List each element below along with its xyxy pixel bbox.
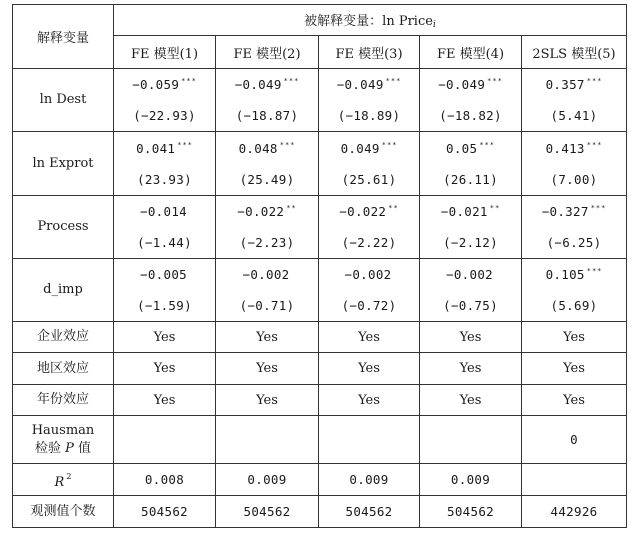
t-stat-cell: (−1.59)	[114, 291, 216, 322]
t-stat-cell: (23.93)	[114, 165, 216, 196]
model-header-1: FE 模型(1)	[114, 36, 216, 69]
effect-cell: Yes	[522, 385, 627, 416]
coef-cell: −0.049 ***	[319, 69, 420, 101]
t-stat-cell: (−0.75)	[420, 291, 522, 322]
hausman-cell	[114, 416, 216, 464]
regression-table	[12, 4, 627, 528]
hausman-cell: 0	[522, 416, 627, 464]
coef-cell: 0.041 ***	[114, 132, 216, 165]
coef-cell: −0.002	[216, 259, 319, 291]
hausman-cell	[420, 416, 522, 464]
row-label-ln-exprot: ln Exprot	[13, 132, 114, 196]
coef-cell: 0.048 ***	[216, 132, 319, 165]
t-stat-cell: (−2.23)	[216, 228, 319, 259]
effect-cell: Yes	[114, 322, 216, 353]
t-stat-cell: (5.41)	[522, 101, 627, 132]
t-stat-cell: (25.61)	[319, 165, 420, 196]
row-label-observations: 观测值个数	[13, 496, 114, 528]
effect-cell: Yes	[319, 385, 420, 416]
model-header-2: FE 模型(2)	[216, 36, 319, 69]
effect-cell: Yes	[216, 385, 319, 416]
coef-cell: −0.002	[319, 259, 420, 291]
row-label-year-effect: 年份效应	[13, 385, 114, 416]
r2-cell	[522, 464, 627, 496]
t-stat-cell: (26.11)	[420, 165, 522, 196]
effect-cell: Yes	[216, 353, 319, 385]
dependent-variable-header: 被解释变量：ln Pricei	[114, 5, 627, 36]
row-label-r-squared: R $^2$	[13, 464, 114, 496]
coef-cell: 0.357 ***	[522, 69, 627, 101]
row-label-hausman: Hausman 检验 P 值	[13, 416, 114, 464]
effect-cell: Yes	[420, 385, 522, 416]
coef-cell: −0.005	[114, 259, 216, 291]
effect-cell: Yes	[420, 353, 522, 385]
t-stat-cell: (7.00)	[522, 165, 627, 196]
coef-cell: −0.022 **	[216, 196, 319, 228]
coef-cell: 0.413 ***	[522, 132, 627, 165]
t-stat-cell: (−6.25)	[522, 228, 627, 259]
t-stat-cell: (−18.87)	[216, 101, 319, 132]
row-label-d-imp: d_imp	[13, 259, 114, 322]
hausman-cell	[319, 416, 420, 464]
corner-header: 解释变量	[13, 5, 114, 69]
effect-cell: Yes	[522, 353, 627, 385]
coef-cell: 0.049 ***	[319, 132, 420, 165]
effect-cell: Yes	[114, 353, 216, 385]
r2-cell: 0.009	[216, 464, 319, 496]
model-header-5: 2SLS 模型(5)	[522, 36, 627, 69]
effect-cell: Yes	[319, 353, 420, 385]
coef-cell: −0.014	[114, 196, 216, 228]
r2-cell: 0.009	[319, 464, 420, 496]
coef-cell: −0.022 **	[319, 196, 420, 228]
t-stat-cell: (5.69)	[522, 291, 627, 322]
t-stat-cell: (−22.93)	[114, 101, 216, 132]
t-stat-cell: (−0.71)	[216, 291, 319, 322]
coef-cell: −0.327 ***	[522, 196, 627, 228]
t-stat-cell: (−0.72)	[319, 291, 420, 322]
obs-cell: 504562	[420, 496, 522, 528]
effect-cell: Yes	[522, 322, 627, 353]
row-label-ln-dest: ln Dest	[13, 69, 114, 132]
coef-cell: −0.049 ***	[420, 69, 522, 101]
obs-cell: 504562	[216, 496, 319, 528]
t-stat-cell: (−18.89)	[319, 101, 420, 132]
coef-cell: −0.049 ***	[216, 69, 319, 101]
effect-cell: Yes	[420, 322, 522, 353]
row-label-region-effect: 地区效应	[13, 353, 114, 385]
effect-cell: Yes	[216, 322, 319, 353]
t-stat-cell: (−1.44)	[114, 228, 216, 259]
model-header-4: FE 模型(4)	[420, 36, 522, 69]
model-header-3: FE 模型(3)	[319, 36, 420, 69]
r2-cell: 0.009	[420, 464, 522, 496]
coef-cell: 0.105 ***	[522, 259, 627, 291]
coef-cell: −0.059 ***	[114, 69, 216, 101]
t-stat-cell: (−2.12)	[420, 228, 522, 259]
t-stat-cell: (−18.82)	[420, 101, 522, 132]
effect-cell: Yes	[114, 385, 216, 416]
effect-cell: Yes	[319, 322, 420, 353]
r2-cell: 0.008	[114, 464, 216, 496]
coef-cell: −0.002	[420, 259, 522, 291]
coef-cell: −0.021 **	[420, 196, 522, 228]
t-stat-cell: (25.49)	[216, 165, 319, 196]
row-label-firm-effect: 企业效应	[13, 322, 114, 353]
t-stat-cell: (−2.22)	[319, 228, 420, 259]
coef-cell: 0.05 ***	[420, 132, 522, 165]
obs-cell: 504562	[319, 496, 420, 528]
obs-cell: 442926	[522, 496, 627, 528]
hausman-cell	[216, 416, 319, 464]
obs-cell: 504562	[114, 496, 216, 528]
row-label-process: Process	[13, 196, 114, 259]
